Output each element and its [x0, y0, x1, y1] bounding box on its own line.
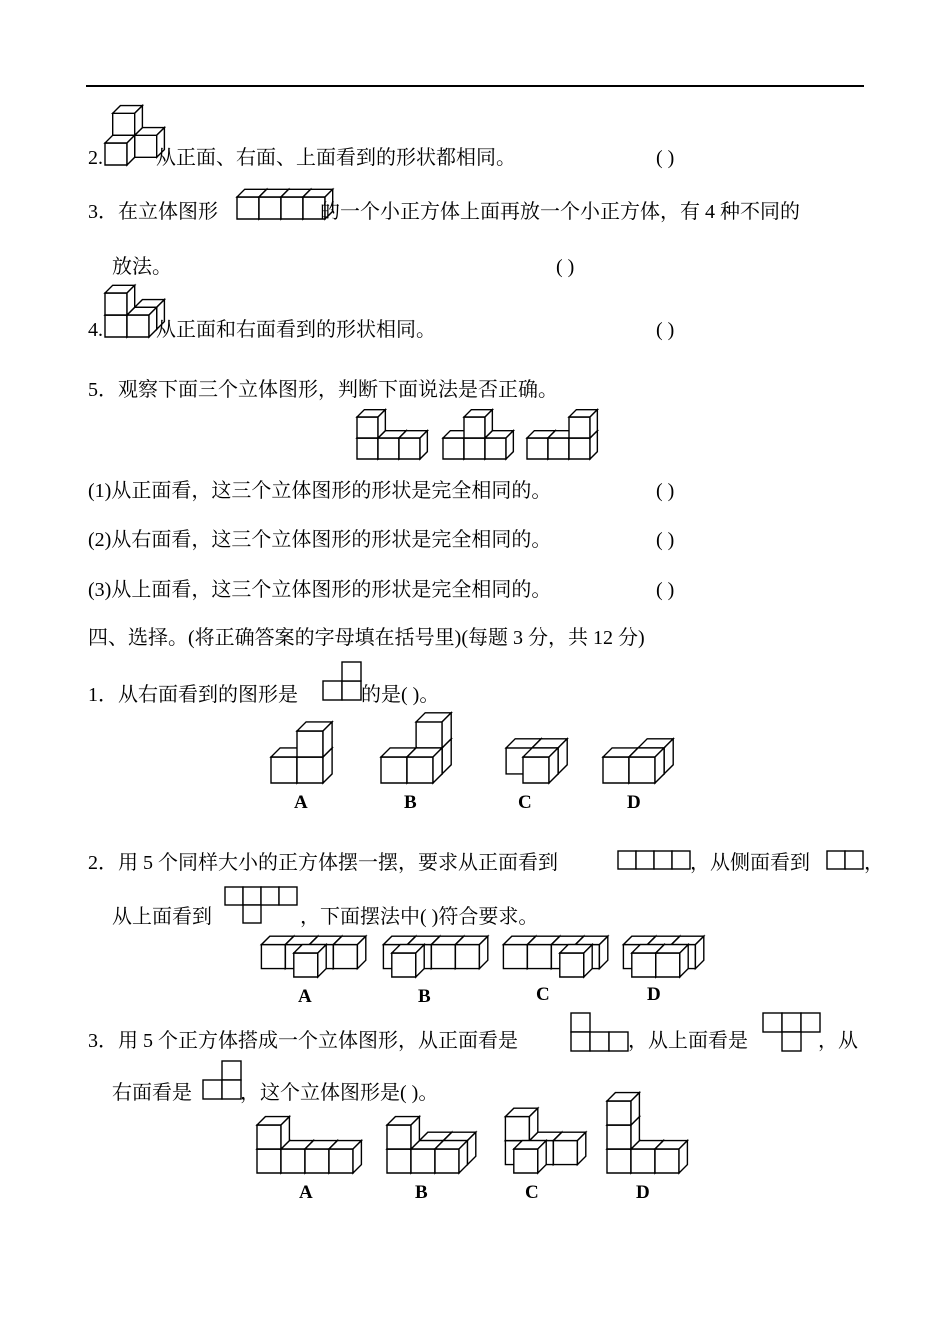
choice-q2-text-b: ，从侧面看到: [690, 852, 810, 874]
view-square: [590, 1032, 609, 1051]
cube-face: [548, 438, 569, 459]
cube-face: [560, 953, 584, 977]
view-square: [323, 681, 342, 700]
judge-q3-number: 3．在立体图形: [88, 201, 218, 223]
choice-q3-option-d-figure: [606, 1108, 696, 1174]
judge-q3-answer[interactable]: ( ): [556, 256, 575, 278]
choice-q1-option-a-figure: [270, 718, 340, 784]
cube-face: [305, 1149, 329, 1173]
view-square: [571, 1013, 590, 1032]
choice-q2-option-c-figure: [494, 934, 604, 978]
choice-q2-option-c[interactable]: C: [536, 984, 550, 1005]
choice-q3-front-view: [570, 1012, 628, 1052]
cube-face: [399, 438, 420, 459]
header-rule: [86, 85, 864, 87]
cube-face: [261, 945, 285, 969]
section-heading: 四、选择。(将正确答案的字母填在括号里)(每题 3 分，共 12 分): [88, 627, 645, 649]
cube-face: [607, 1125, 631, 1149]
choice-q3-option-c[interactable]: C: [525, 1182, 539, 1203]
judge-q3-figure: [236, 188, 326, 220]
choice-q2-option-d-figure: [614, 934, 704, 978]
choice-q1-option-b-figure: [380, 710, 450, 784]
judge-q2-text: 从正面、右面、上面看到的形状都相同。: [156, 147, 516, 169]
cube-face: [569, 438, 590, 459]
choice-q1-option-c[interactable]: C: [518, 792, 532, 813]
cube-face: [378, 438, 399, 459]
choice-q3-option-b[interactable]: B: [415, 1182, 428, 1203]
judge-q5-item-1: (1)从正面看，这三个立体图形的形状是完全相同的。: [88, 480, 552, 502]
judge-q5-item-2-answer[interactable]: ( ): [656, 529, 675, 551]
view-square: [845, 851, 863, 869]
judge-q5-figure-2: [442, 410, 512, 460]
choice-q1-text-b: 的是( )。: [361, 684, 440, 706]
choice-q1-view: [322, 661, 362, 707]
choice-q2-text-e: ，下面摆法中( )符合要求。: [300, 906, 539, 928]
view-square: [342, 681, 361, 700]
choice-q3-option-b-figure: [386, 1116, 476, 1174]
view-square: [342, 662, 361, 681]
view-square: [261, 887, 279, 905]
judge-q2-answer[interactable]: ( ): [656, 147, 675, 169]
cube-face: [464, 438, 485, 459]
choice-q2-option-b[interactable]: B: [418, 986, 431, 1007]
judge-q4-text: 从正面和右面看到的形状相同。: [156, 319, 436, 341]
judge-q2-figure: [104, 112, 164, 166]
view-square: [222, 1061, 241, 1080]
judge-q2-number: 2.: [88, 147, 103, 169]
choice-q2-text-a: 2．用 5 个同样大小的正方体摆一摆，要求从正面看到: [88, 852, 558, 874]
cube-face: [527, 438, 548, 459]
choice-q3-option-a[interactable]: A: [299, 1182, 313, 1203]
judge-q3-text: 的一个小正方体上面再放一个小正方体，有 4 种不同的: [320, 201, 800, 223]
choice-q3-right-view: [202, 1060, 242, 1100]
choice-q2-option-a[interactable]: A: [298, 986, 312, 1007]
choice-q2-top-view: [224, 886, 300, 926]
cube-face: [435, 1149, 459, 1173]
view-square: [782, 1013, 801, 1032]
view-square: [222, 1080, 241, 1099]
choice-q3-text-e: ，这个立体图形是( )。: [240, 1082, 439, 1104]
choice-q3-top-view: [762, 1012, 820, 1052]
cube-face: [387, 1149, 411, 1173]
cube-face: [514, 1149, 538, 1173]
view-square: [827, 851, 845, 869]
cube-face: [655, 1149, 679, 1173]
view-square: [243, 887, 261, 905]
view-square: [654, 851, 672, 869]
cube-face: [603, 757, 629, 783]
choice-q3-option-a-figure: [256, 1116, 366, 1174]
cube-face: [357, 438, 378, 459]
cube-face: [443, 438, 464, 459]
cube-face: [297, 757, 323, 783]
cube-face: [127, 315, 149, 337]
choice-q2-text-d: 从上面看到: [112, 906, 212, 928]
view-square: [782, 1032, 801, 1051]
cube-face: [607, 1101, 631, 1125]
cube-face: [135, 135, 157, 157]
judge-q5-item-1-answer[interactable]: ( ): [656, 480, 675, 502]
cube-face: [237, 197, 259, 219]
judge-q4-number: 4.: [88, 319, 103, 341]
cube-face: [357, 417, 378, 438]
view-square: [243, 905, 261, 923]
choice-q2-side-view: [826, 850, 866, 874]
cube-face: [387, 1125, 411, 1149]
cube-face: [632, 953, 656, 977]
choice-q2-option-d[interactable]: D: [647, 984, 661, 1005]
choice-q2-text-c: ，: [864, 852, 884, 874]
cube-face: [464, 417, 485, 438]
cube-face: [294, 953, 318, 977]
choice-q1-option-a[interactable]: A: [294, 792, 308, 813]
choice-q3-text-d: 右面看是: [112, 1082, 192, 1104]
view-square: [618, 851, 636, 869]
judge-q5-item-3-answer[interactable]: ( ): [656, 579, 675, 601]
cube-face: [271, 757, 297, 783]
choice-q1-text-a: 1．从右面看到的图形是: [88, 684, 298, 706]
cube-face: [553, 1141, 577, 1165]
cube-face: [416, 722, 442, 748]
cube-face: [505, 1117, 529, 1141]
cube-face: [281, 1149, 305, 1173]
judge-q5-figure-3: [526, 410, 596, 460]
choice-q3-option-d[interactable]: D: [636, 1182, 650, 1203]
cube-face: [527, 945, 551, 969]
view-square: [609, 1032, 628, 1051]
cube-face: [333, 945, 357, 969]
choice-q1-option-c-figure: [496, 734, 566, 784]
choice-q2-front-view: [617, 850, 691, 874]
cube-face: [607, 1149, 631, 1173]
cube-face: [523, 757, 549, 783]
cube-face: [485, 438, 506, 459]
cube-face: [629, 757, 655, 783]
view-square: [672, 851, 690, 869]
view-square: [763, 1013, 782, 1032]
view-square: [279, 887, 297, 905]
judge-q4-figure: [104, 288, 164, 338]
choice-q2-option-a-figure: [252, 934, 362, 978]
cube-face: [407, 757, 433, 783]
judge-q5-text: 5．观察下面三个立体图形，判断下面说法是否正确。: [88, 379, 558, 401]
cube-face: [431, 945, 455, 969]
view-square: [203, 1080, 222, 1099]
choice-q2-option-b-figure: [374, 934, 484, 978]
cube-face: [281, 197, 303, 219]
cube-face: [656, 953, 680, 977]
choice-q3-option-c-figure: [496, 1108, 586, 1174]
judge-q3-cont: 放法。: [112, 256, 172, 278]
cube-face: [259, 197, 281, 219]
view-square: [636, 851, 654, 869]
cube-face: [455, 945, 479, 969]
cube-face: [381, 757, 407, 783]
choice-q3-text-c: ，从: [818, 1030, 858, 1052]
cube-face: [105, 315, 127, 337]
cube-face: [503, 945, 527, 969]
cube-face: [257, 1125, 281, 1149]
cube-face: [297, 731, 323, 757]
judge-q5-item-2: (2)从右面看，这三个立体图形的形状是完全相同的。: [88, 529, 552, 551]
cube-face: [105, 143, 127, 165]
cube-face: [257, 1149, 281, 1173]
cube-face: [631, 1149, 655, 1173]
cube-face: [105, 293, 127, 315]
judge-q5-item-3: (3)从上面看，这三个立体图形的形状是完全相同的。: [88, 579, 552, 601]
choice-q1-option-d[interactable]: D: [627, 792, 641, 813]
view-square: [571, 1032, 590, 1051]
choice-q3-text-b: ，从上面看是: [628, 1030, 748, 1052]
choice-q1-option-b[interactable]: B: [404, 792, 417, 813]
cube-face: [392, 953, 416, 977]
choice-q3-text-a: 3．用 5 个正方体搭成一个立体图形，从正面看是: [88, 1030, 518, 1052]
view-square: [225, 887, 243, 905]
cube-face: [113, 113, 135, 135]
cube-face: [411, 1149, 435, 1173]
choice-q1-option-d-figure: [602, 734, 672, 784]
cube-face: [569, 417, 590, 438]
judge-q4-answer[interactable]: ( ): [656, 319, 675, 341]
cube-face: [329, 1149, 353, 1173]
judge-q5-figure-1: [356, 410, 426, 460]
